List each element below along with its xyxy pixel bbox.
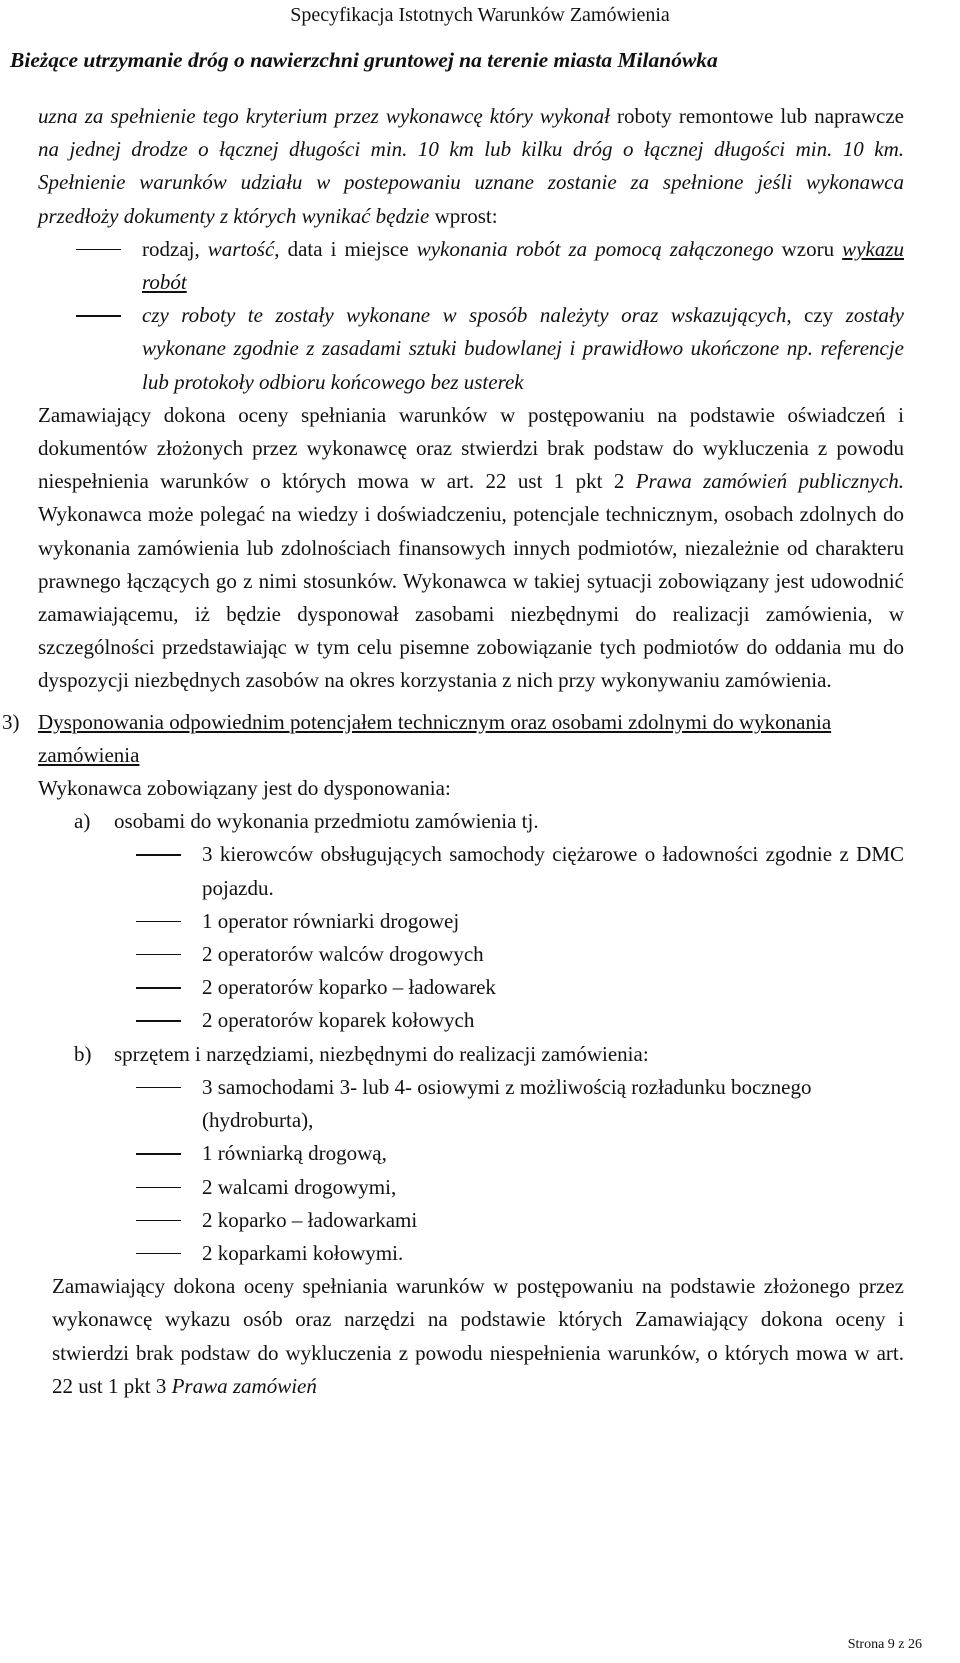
dash-bullet-icon (136, 938, 190, 971)
dash-bullet-icon (136, 1204, 190, 1237)
dash-bullet-icon (136, 1004, 190, 1037)
list-item: 2 koparko – ładowarkami (38, 1204, 904, 1237)
list-item: 3 samochodami 3- lub 4- osiowymi z możliwością rozładunku bocznego (hydroburta), (38, 1071, 904, 1137)
final-paragraph: Zamawiający dokona oceny spełniania warunków w postępowaniu na podstawie złożonego przez wykonawcę wykazu osób oraz narzędzi na podstawie których Zamawiający dokona oceny i stwierdzi brak podstaw do wykluczenia z powodu niespełnienia warunków, o których mowa w art. 22 ust 1 pkt 3 Prawa zamówień (52, 1274, 904, 1398)
dash-bullet-icon (76, 233, 130, 299)
page-number: Strona 9 z 26 (847, 1637, 922, 1652)
list-item: 2 operatorów walców drogowych (38, 938, 904, 971)
document-subtitle: Bieżące utrzymanie dróg o nawierzchni gruntowej na terenie miasta Milanówka (10, 48, 718, 72)
section-3-lead: Wykonawca zobowiązany jest do dysponowania: (38, 776, 451, 801)
conditions-paragraph: Zamawiający dokona oceny spełniania warunków w postępowaniu na podstawie oświadczeń i dokumentów złożonych przez wykonawcę oraz stwierdzi brak podstaw do wykluczenia z powodu niespełnienia warunków o których mowa w art. 22 ust 1 pkt 2 Prawa zamówień publicznych. Wykonawca może polegać na wiedzy i doświadczeniu, potencjale technicznym, osobach zdolnych do wykonania zamówienia lub zdolnościach finansowych innych podmiotów, niezależnie od charakteru prawnego łączących go z nimi stosunków. Wykonawca w takiej sytuacji zobowiązany jest udowodnić zamawiającemu, iż będzie dysponował zasobami niezbędnymi do realizacji zamówienia, w szczególności przedstawiając w tym celu pisemne zobowiązanie tych podmiotów do oddania mu do dyspozycji niezbędnych zasobów na okres korzystania z nich przy wykonywaniu zamówienia. (38, 402, 904, 693)
list-item: rodzaj, wartość, data i miejsce wykonania robót za pomocą załączonego wzoru wykazu robót (38, 233, 904, 299)
dash-bullet-icon (136, 1171, 190, 1204)
section-3-heading: 3) Dysponowania odpowiednim potencjałem technicznym oraz osobami zdolnymi do wykonania zamówienia (2, 709, 832, 767)
list-item: 1 równiarką drogową, (38, 1137, 904, 1170)
list-item: 2 walcami drogowymi, (38, 1171, 904, 1204)
list-item: 1 operator równiarki drogowej (38, 905, 904, 938)
list-item: 2 operatorów koparko – ładowarek (38, 971, 904, 1004)
list-item: czy roboty te zostały wykonane w sposób należyty oraz wskazujących, czy zostały wykonane zgodnie z zasadami sztuki budowlanej i prawidłowo ukończone np. referencje lub protokoły odbioru końcowego bez usterek (38, 299, 904, 399)
dash-bullet-icon (136, 1237, 190, 1270)
dash-bullet-icon (136, 1137, 190, 1170)
list-item: 2 operatorów koparek kołowych (38, 1004, 904, 1037)
list-item: 3 kierowców obsługujących samochody ciężarowe o ładowności zgodnie z DMC pojazdu. (38, 838, 904, 904)
dash-bullet-icon (76, 299, 130, 399)
list-item: 2 koparkami kołowymi. (38, 1237, 904, 1270)
dash-bullet-icon (136, 1071, 190, 1137)
dash-bullet-icon (136, 838, 190, 904)
dash-bullet-icon (136, 971, 190, 1004)
list-item-a: a) osobami do wykonania przedmiotu zamówienia tj. (74, 809, 539, 834)
document-body (2, 100, 904, 1403)
intro-paragraph: uzna za spełnienie tego kryterium przez wykonawcę który wykonał roboty remontowe lub naprawcze na jednej drodze o łącznej długości min. 10 km lub kilku dróg o łącznej długości min. 10 km. Spełnienie warunków udziału w postepowaniu uznane zostanie za spełnione jeśli wykonawca przedłoży dokumenty z których wynikać będzie wprost: (38, 104, 904, 228)
dash-bullet-icon (136, 905, 190, 938)
document-title: Specyfikacja Istotnych Warunków Zamówienia (290, 4, 670, 26)
list-item-b: b) sprzętem i narzędziami, niezbędnymi do realizacji zamówienia: (74, 1041, 649, 1066)
